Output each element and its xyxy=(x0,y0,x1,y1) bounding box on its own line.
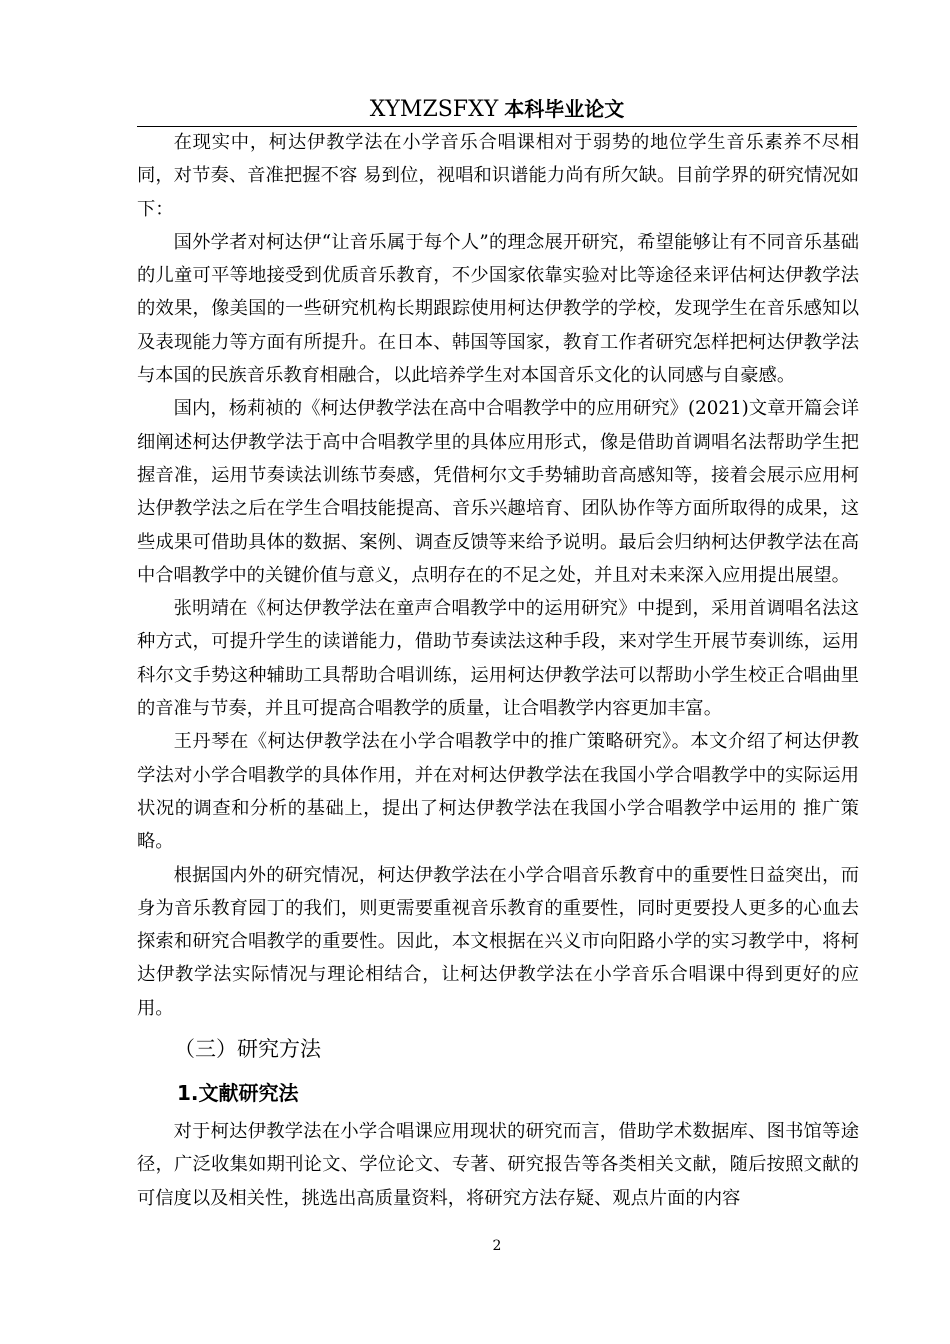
paragraph: 张明靖在《柯达伊教学法在童声合唱教学中的运用研究》中提到，采用首调唱名法这种方式，可提升学生的读谱能力，借助节奏读法这种手段，来对学生开展节奏训练，运用科尔文手势这种辅助工具帮助合唱训练，运用柯达伊教学法可以帮助小学生校正合唱曲里的音准与节奏，并且可提高合唱教学的质量，让合唱教学内容更加丰富。 xyxy=(137,598,859,720)
paragraph: 在现实中，柯达伊教学法在小学音乐合唱课相对于弱势的地位学生音乐素养不尽相同，对节奏、音准把握不容 易到位，视唱和识谱能力尚有所欠缺。目前学界的研究情况如下： xyxy=(137,132,859,220)
header-chinese-text: 本科毕业论文 xyxy=(504,97,625,121)
body-text xyxy=(137,126,859,1215)
paragraph: 根据国内外的研究情况，柯达伊教学法在小学合唱音乐教育中的重要性日益突出，而身为音乐教育园丁的我们，则更需要重视音乐教育的重要性，同时更要投人更多的心血去探索和研究合唱教学的重要性。因此，本文根据在兴义市向阳路小学的实习教学中，将柯达伊教学法实际情况与理论相结合，让柯达伊教学法在小学音乐合唱课中得到更好的应用。 xyxy=(137,864,859,1019)
header-latin-text: XYMZSFXY xyxy=(369,97,499,122)
running-header xyxy=(137,92,857,126)
paragraph: 国内，杨莉祯的《柯达伊教学法在高中合唱教学中的应用研究》(2021)文章开篇会详细阐述柯达伊教学法于高中合唱教学里的具体应用形式，像是借助首调唱名法帮助学生把握音准，运用节奏读法训练节奏感，凭借柯尔文手势辅助音高感知等，接着会展示应用柯达伊教学法之后在学生合唱技能提高、音乐兴趣培育、团队协作等方面所取得的成果，这些成果可借助具体的数据、案例、调查反馈等来给予说明。最后会归纳柯达伊教学法在高中合唱教学中的关键价值与意义，点明存在的不足之处，并且对未来深入应用提出展望。 xyxy=(137,398,859,586)
section-heading: （三）研究方法 xyxy=(174,1037,321,1062)
subsection-heading: 1.文献研究法 xyxy=(177,1081,299,1106)
page-number: 2 xyxy=(492,1238,502,1254)
paragraph: 对于柯达伊教学法在小学合唱课应用现状的研究而言，借助学术数据库、图书馆等途径，广泛收集如期刊论文、学位论文、专著、研究报告等各类相关文献，随后按照文献的可信度以及相关性，挑选出高质量资料，将研究方法存疑、观点片面的内容 xyxy=(137,1121,859,1209)
paragraph: 王丹琴在《柯达伊教学法在小学合唱教学中的推广策略研究》。本文介绍了柯达伊教学法对小学合唱教学的具体作用，并在对柯达伊教学法在我国小学合唱教学中的实际运用状况的调查和分析的基础上，提出了柯达伊教学法在我国小学合唱教学中运用的 推广策略。 xyxy=(137,731,859,853)
paragraph: 国外学者对柯达伊“让音乐属于每个人”的理念展开研究，希望能够让有不同音乐基础的儿童可平等地接受到优质音乐教育，不少国家依靠实验对比等途径来评估柯达伊教学法的效果，像美国的一些研究机构长期跟踪使用柯达伊教学的学校，发现学生在音乐感知以及表现能力等方面有所提升。在日本、韩国等国家，教育工作者研究怎样把柯达伊教学法与本国的民族音乐教育相融合，以此培养学生对本国音乐文化的认同感与自豪感。 xyxy=(137,231,859,387)
